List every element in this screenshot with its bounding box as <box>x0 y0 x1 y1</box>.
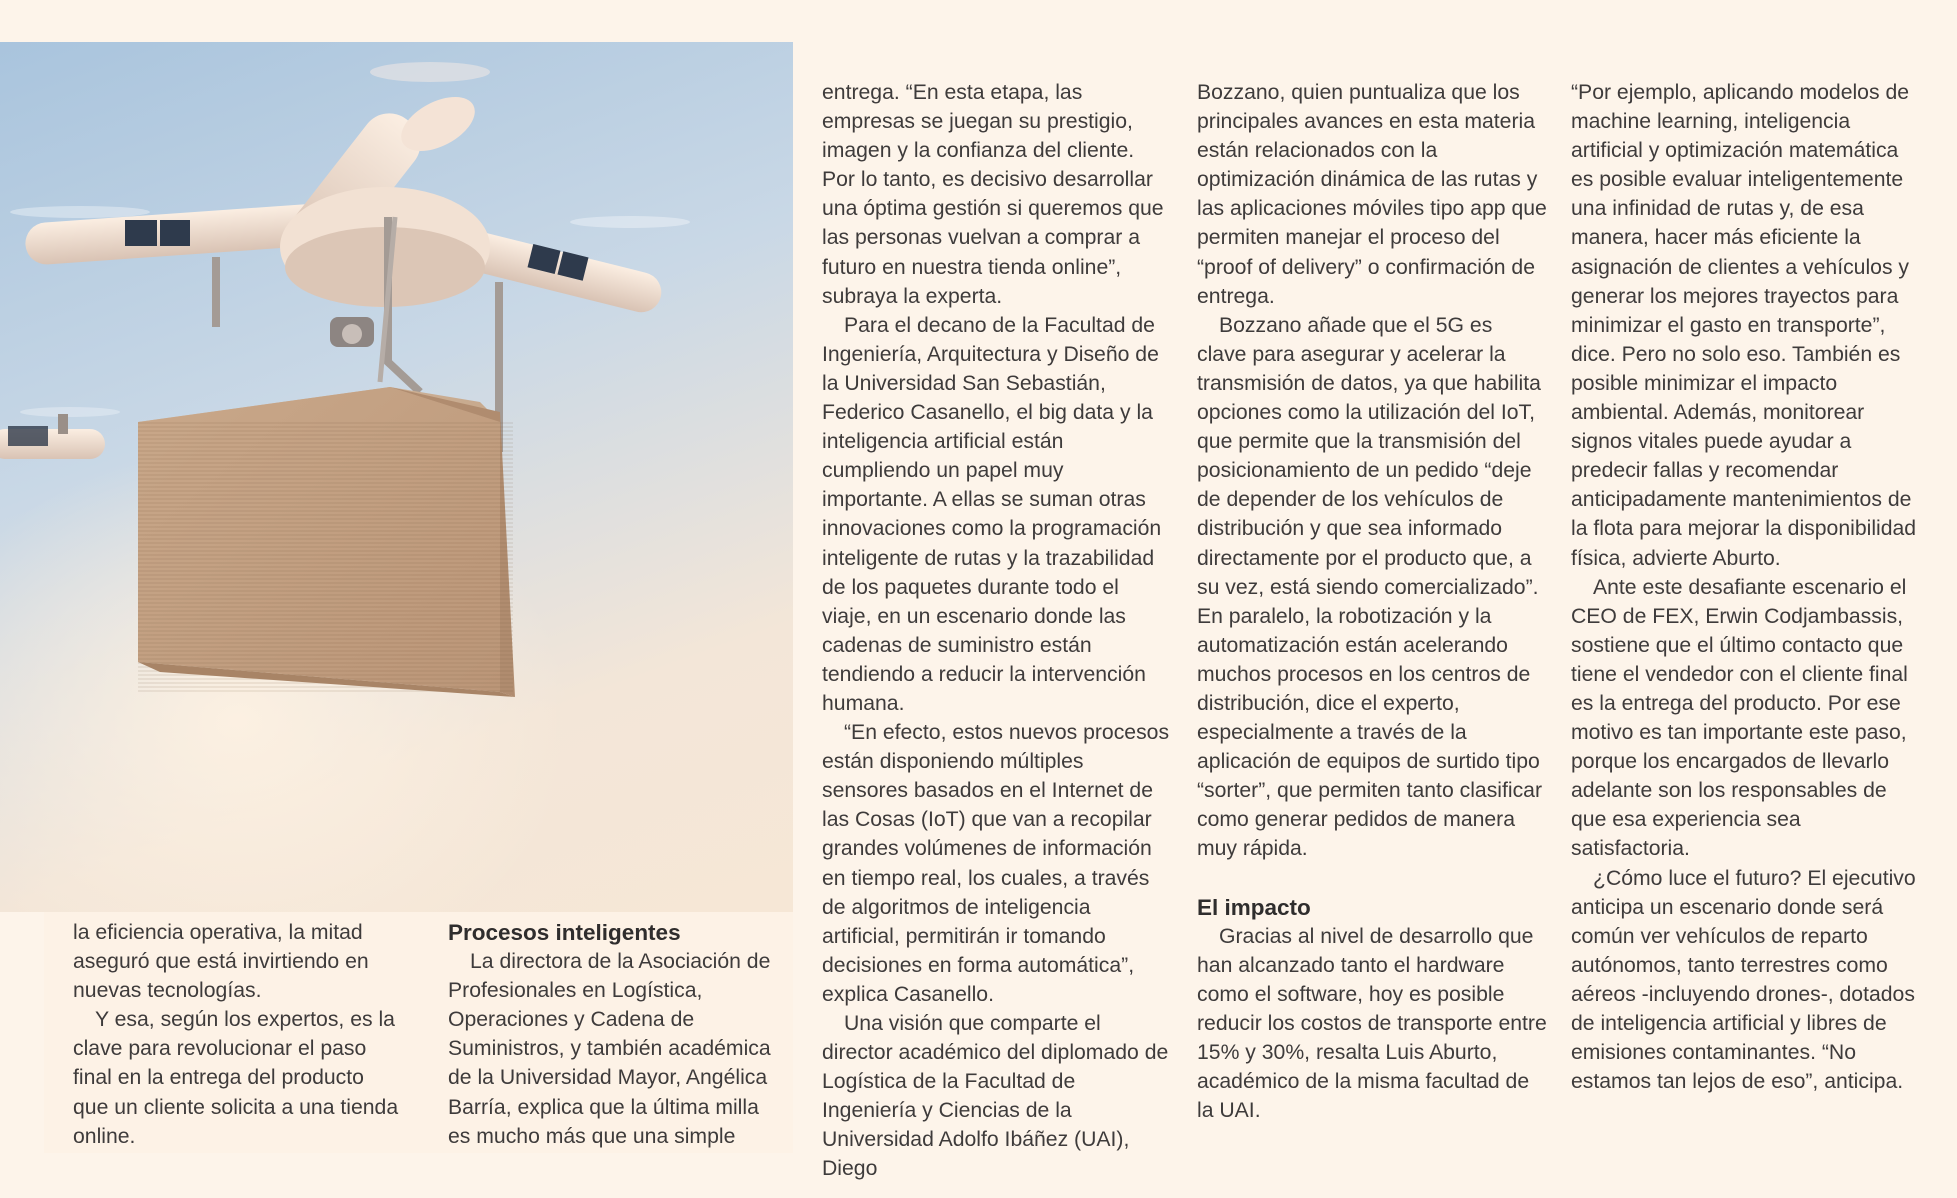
paragraph: Una visión que comparte el director académico del diplomado de Logística de la Facultad de Ingeniería y Ciencias de la Universidad Adolfo Ibáñez (UAI), Diego <box>822 1012 1169 1181</box>
paragraph: Para el decano de la Facultad de Ingeniería, Arquitectura y Diseño de la Universidad San Sebastián, Federico Casanello, el big data y la inteligencia artificial están cumpliendo un papel muy importante. A ellas se suman otras innovaciones como la programación inteligente de rutas y la trazabilidad de los paquetes durante todo el viaje, en un escenario donde las cadenas de suministro están tendiendo a reducir la intervención humana. <box>822 313 1162 715</box>
paragraph: entrega. “En esta etapa, las empresas se juegan su prestigio, imagen y la confianza del cliente. Por lo tanto, es decisivo desarrollar una óptima gestión si queremos que las personas vuelvan a comprar a futuro en nuestra tienda online”, subraya la experta. <box>822 81 1164 308</box>
article-column-5 <box>1571 78 1921 1096</box>
paragraph: “En efecto, estos nuevos procesos están disponiendo múltiples sensores basados en el Internet de las Cosas (IoT) que van a recopilar grandes volúmenes de información en tiempo real, los cuales, a través de algoritmos de inteligencia artificial, permitirán ir tomando decisiones en forma automática”, explica Casanello. <box>822 721 1170 1006</box>
paragraph: Gracias al nivel de desarrollo que han alcanzado tanto el hardware como el software, hoy es posible reducir los costos de transporte entre 15% y 30%, resalta Luis Aburto, académico de la misma facultad de la UAI. <box>1197 924 1547 1123</box>
paragraph: Bozzano añade que el 5G es clave para asegurar y acelerar la transmisión de datos, ya que habilita opciones como la utilización del IoT, que permite que la transmisión del posicionamiento de un pedido “deje de depender de los vehículos de distribución y que sea informado directamente por el producto que, a su vez, está siendo comercializado”. En paralelo, la robotización y la automatización están acelerando muchos procesos en los centros de distribución, dice el experto, especialmente a través de la aplicación de equipos de surtido tipo “sorter”, que permiten tanto clasificar como generar pedidos de manera muy rápida. <box>1197 313 1543 861</box>
drone-illustration <box>0 42 793 912</box>
paragraph: ¿Cómo luce el futuro? El ejecutivo anticipa un escenario donde será común ver vehículos de reparto autónomos, tanto terrestres como aéreos -incluyendo drones-, dotados de inteligencia artificial y libres de emisiones contaminantes. “No estamos tan lejos de eso”, anticipa. <box>1571 866 1916 1094</box>
article-column-4 <box>1197 78 1547 1125</box>
paragraph: “Por ejemplo, aplicando modelos de machine learning, inteligencia artificial y optimización matemática es posible evaluar inteligentemente una infinidad de rutas y, de esa manera, hacer más eficiente la asignación de clientes a vehículos y generar los mejores trayectos para minimizar el gasto en transporte”, dice. Pero no solo eso. También es posible minimizar el impacto ambiental. Además, monitorear signos vitales puede ayudar a predecir fallas y recomendar anticipadamente mantenimientos de la flota para mejorar la disponibilidad física, advierte Aburto. <box>1571 81 1917 570</box>
propeller-blur <box>370 62 490 82</box>
article-column-3 <box>822 78 1172 1184</box>
second-drone-arm <box>0 414 105 459</box>
section-heading: El impacto <box>1197 894 1311 920</box>
propeller-blur <box>20 407 120 417</box>
propeller-blur <box>10 206 150 218</box>
paragraph: la eficiencia operativa, la mitad aseguró que está invirtiendo en nuevas tecnologías. <box>73 921 369 1003</box>
article-column-1 <box>73 918 403 1151</box>
package-box <box>138 387 515 697</box>
drone-delivery-photo <box>0 42 793 912</box>
propeller-blur <box>570 216 690 228</box>
paragraph: Y esa, según los expertos, es la clave para revolucionar el paso final en la entrega del producto que un cliente solicita a una tienda online. <box>73 1008 399 1148</box>
section-heading: Procesos inteligentes <box>448 920 681 945</box>
article-column-2 <box>448 918 784 1151</box>
paragraph: Bozzano, quien puntualiza que los principales avances en esta materia están relacionados con la optimización dinámica de las rutas y las aplicaciones móviles tipo app que permiten manejar el proceso del “proof of delivery” o confirmación de entrega. <box>1197 81 1547 308</box>
paragraph: La directora de la Asociación de Profesionales en Logística, Operaciones y Cadena de Suministros, y también académica de la Universidad Mayor, Angélica Barría, explica que la última milla es mucho más que una simple <box>448 950 771 1148</box>
paragraph: Ante este desafiante escenario el CEO de FEX, Erwin Codjambassis, sostiene que el último contacto que tiene el vendedor con el cliente final es la entrega del producto. Por ese motivo es tan importante este paso, porque los encargados de llevarlo adelante son los responsables de que esa experiencia sea satisfactoria. <box>1571 575 1908 861</box>
